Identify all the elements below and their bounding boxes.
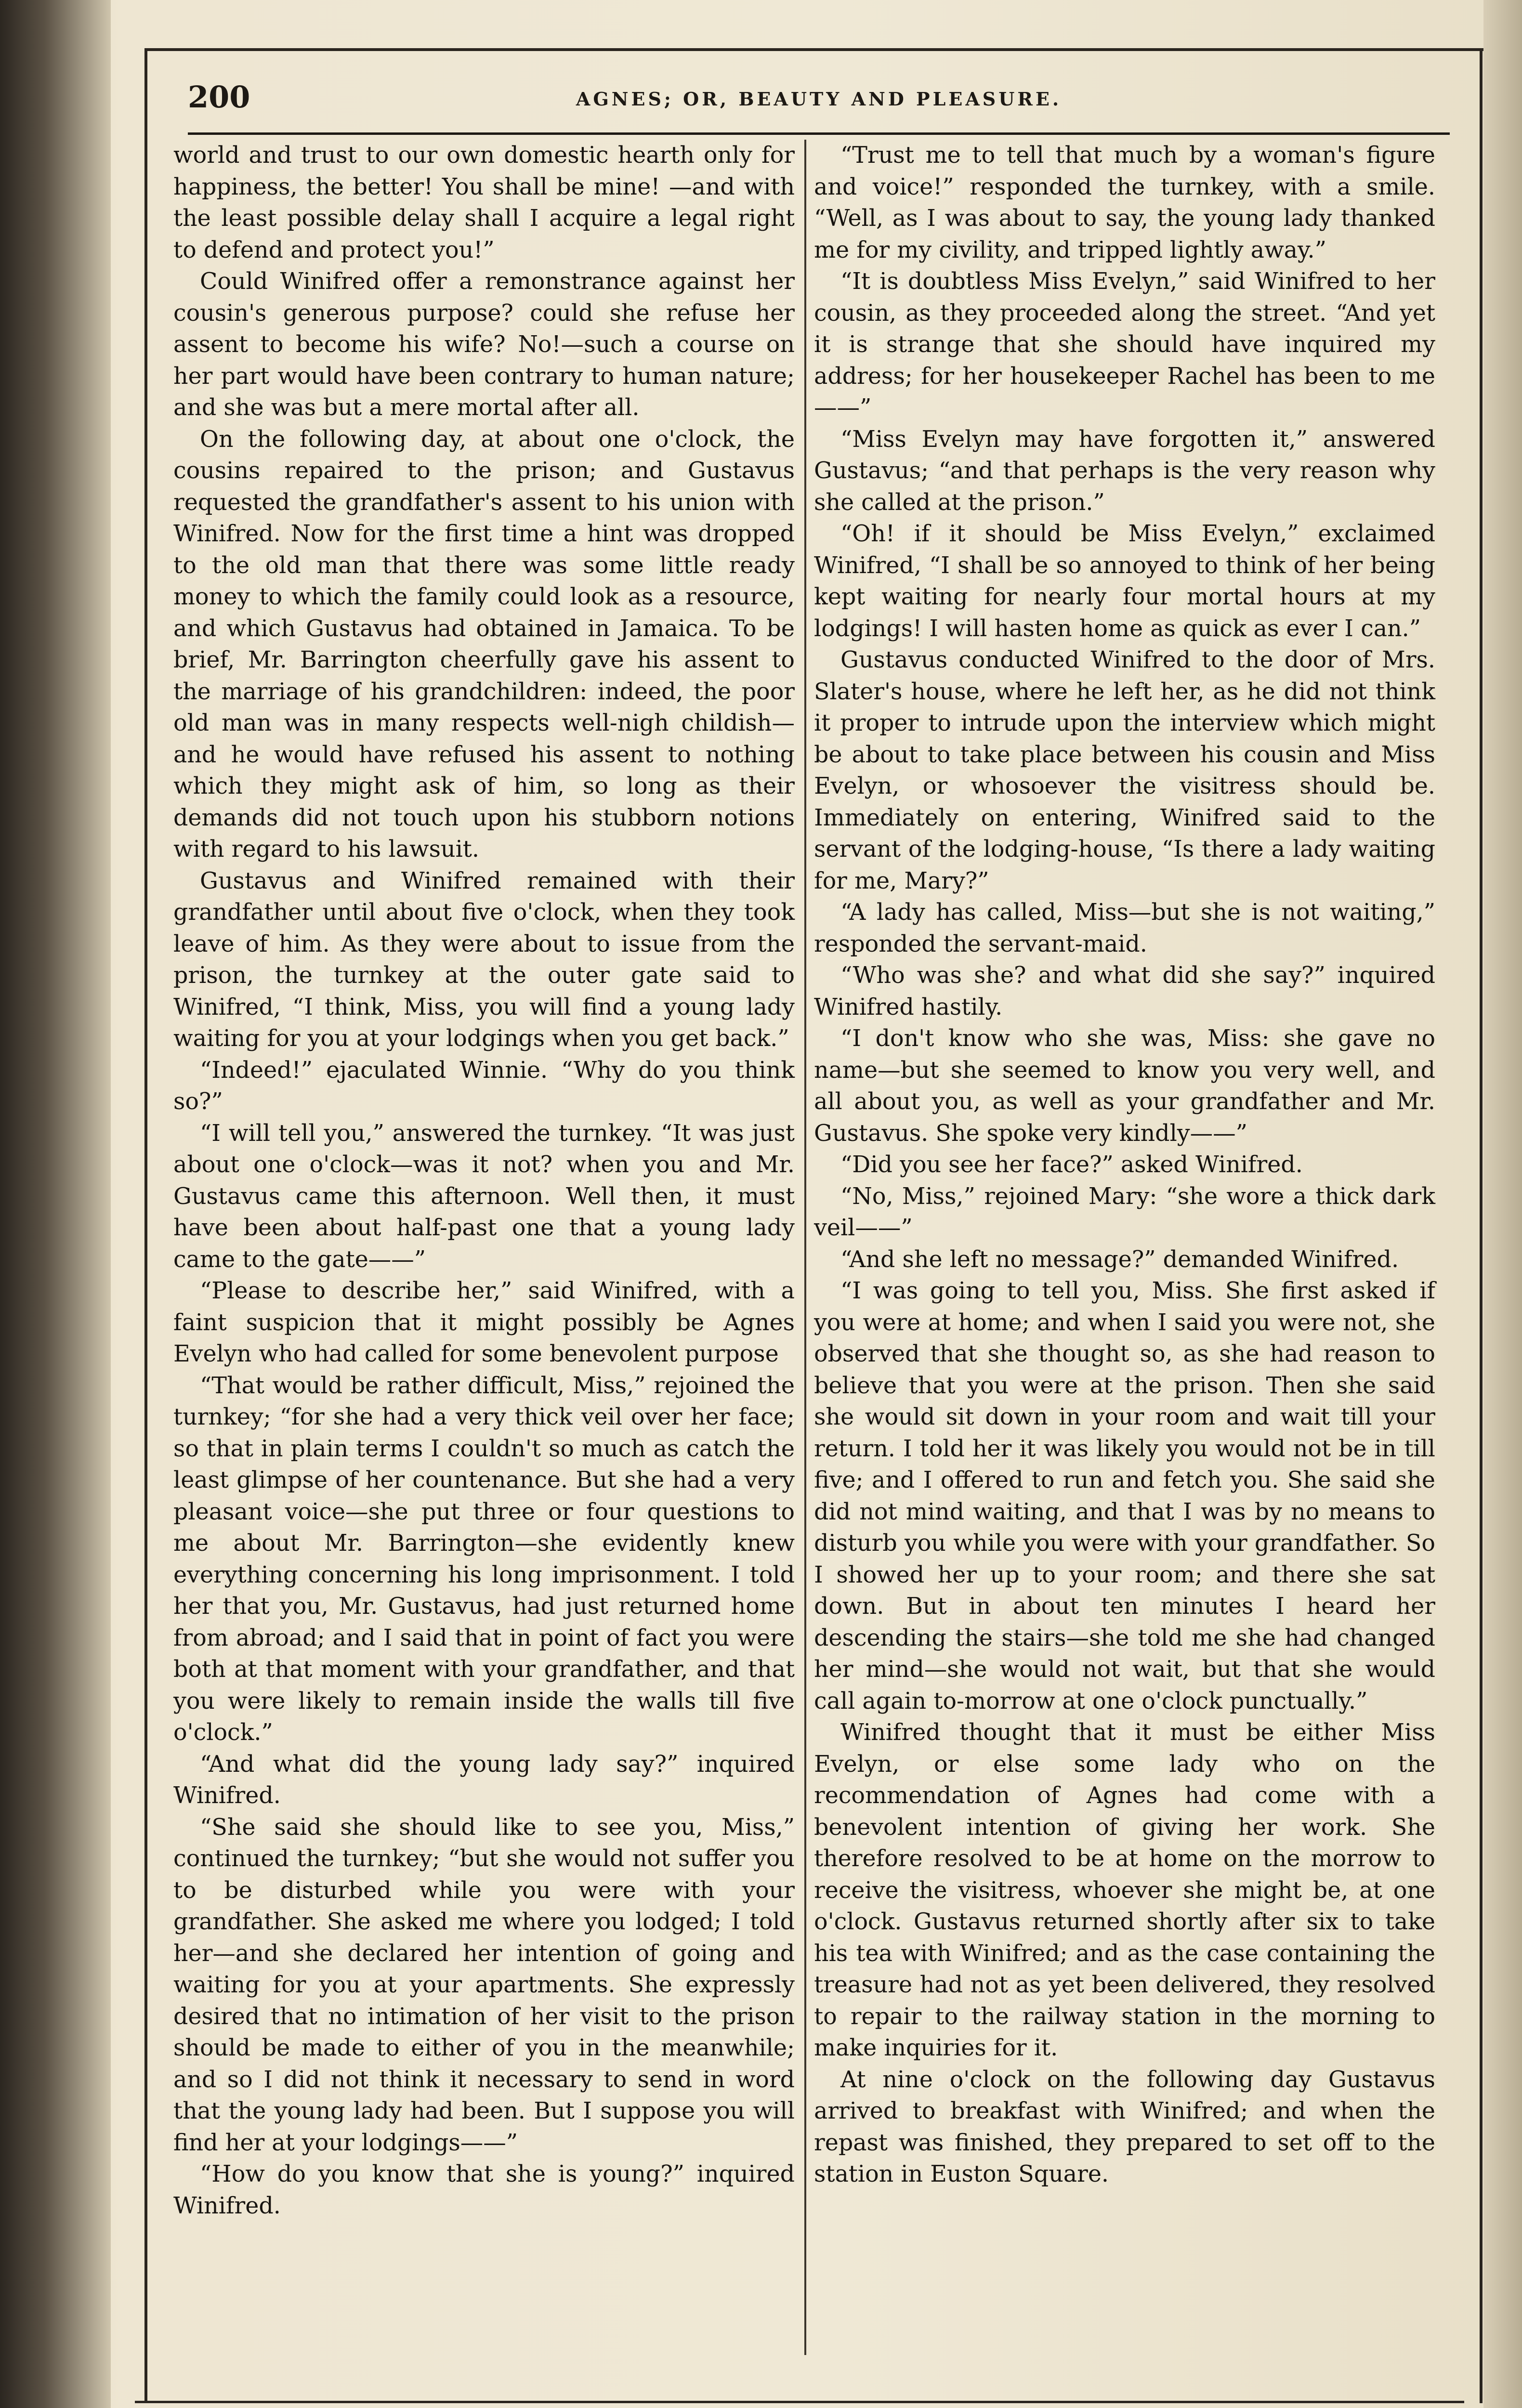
paragraph: “I will tell you,” answered the turnkey. “It was just about one o'clock—was it not? when you and Mr. Gustavus came this afternoon. Well then, it must have been about half-past one that a young lady came to the gate——” [173, 1120, 795, 1273]
page-header [188, 79, 1450, 135]
paragraph: “She said she should like to see you, Miss,” continued the turnkey; “but she would not suffer you to be disturbed while you were with your grandfather. She asked me where you lodged; I told her—and she declared her intention of going and waiting for you at your apartments. She expressly desired that no intimation of her visit to the prison should be made to either of you in the meanwhile; and so I did not think it necessary to send in word that the young lady had been. But I suppose you will find her at your lodgings——” [173, 1814, 795, 2156]
paragraph: “Did you see her face?” asked Winifred. [840, 1152, 1303, 1178]
running-title: AGNES; OR, BEAUTY AND PLEASURE. [576, 88, 1062, 110]
column-divider [804, 140, 806, 2355]
paragraph: “I don't know who she was, Miss: she gave no name—but she seemed to know you very well, and all about you, as well as your grandfather and Mr. Gustavus. She spoke very kindly——” [814, 1025, 1435, 1147]
frame-left-rule [144, 48, 147, 2403]
paragraph: Gustavus conducted Winifred to the door of Mrs. Slater's house, where he left her, as he did not think it proper to intrude upon the interview which might be about to take place between his cousin and Miss Evelyn, or whosoever the visitress should be. Immediately on entering, Winifred said to the servant of the lodging-house, “Is there a lady waiting for me, Mary?” [814, 647, 1435, 894]
paragraph: “It is doubtless Miss Evelyn,” said Winifred to her cousin, as they proceeded along the street. “And yet it is strange that she should have inquired my address; for her housekeeper Rachel has been to me——” [814, 268, 1435, 421]
paragraph: “Trust me to tell that much by a woman's figure and voice!” responded the turnkey, with a smile. “Well, as I was about to say, the young lady thanked me for my civility, and tripped lightly away.” [814, 142, 1435, 263]
book-gutter [0, 0, 111, 2408]
frame-right-rule [1480, 48, 1483, 2403]
paragraph: Could Winifred offer a remonstrance against her cousin's generous purpose? could she refuse her assent to become his wife? No!—such a course on her part would have been contrary to human nature; and she was but a mere mortal after all. [173, 268, 795, 421]
paragraph: At nine o'clock on the following day Gustavus arrived to breakfast with Winifred; and when the repast was finished, they prepared to set off to the station in Euston Square. [814, 2066, 1435, 2187]
paragraph: “Oh! if it should be Miss Evelyn,” exclaimed Winifred, “I shall be so annoyed to think of her being kept waiting for nearly four mortal hours at my lodgings! I will hasten home as quick as ever I can.” [814, 521, 1435, 642]
paragraph: “And what did the young lady say?” inquired Winifred. [173, 1751, 795, 1809]
page-number: 200 [188, 79, 250, 115]
footer-rule [135, 2401, 1464, 2403]
paragraph: Winifred thought that it must be either Miss Evelyn, or else some lady who on the recommendation of Agnes had come with a benevolent intention of giving her work. She therefore resolved to be at home on the morrow to receive the visitress, whoever she might be, at one o'clock. Gustavus returned shortly after six to take his tea with Winifred; and as the case containing the treasure had not as yet been delivered, they resolved to repair to the railway station in the morning to make inquiries for it. [814, 1719, 1435, 2061]
paragraph: “A lady has called, Miss—but she is not waiting,” responded the servant-maid. [814, 899, 1435, 957]
paragraph: world and trust to our own domestic hearth only for happiness, the better! You shall be mine! —and with the least possible delay shall I acquire a legal right to defend and protect you!” [173, 142, 795, 263]
paragraph: “No, Miss,” rejoined Mary: “she wore a thick dark veil——” [814, 1183, 1435, 1241]
paragraph: “Indeed!” ejaculated Winnie. “Why do you think so?” [173, 1057, 795, 1115]
left-text-column [173, 140, 795, 2222]
paragraph: Gustavus and Winifred remained with their grandfather until about five o'clock, when they took leave of him. As they were about to issue from the prison, the turnkey at the outer gate said to Winifred, “I think, Miss, you will find a young lady waiting for you at your lodgings when you get back.” [173, 867, 795, 1052]
paragraph: “And she left no message?” demanded Winifred. [840, 1246, 1399, 1273]
frame-top-rule [144, 48, 1483, 51]
paragraph: “I was going to tell you, Miss. She first asked if you were at home; and when I said you were not, she observed that she thought so, as she had reason to believe that you were at the prison. Then she said she would sit down in your room and wait till your return. I told her it was likely you would not be in till five; and I offered to run and fetch you. She said she did not mind waiting, and that I was by no means to disturb you while you were with your grandfather. So I showed her up to your room; and there she sat down. But in about ten minutes I heard her descending the stairs—she told me she had changed her mind—she would not wait, but that she would call again to-morrow at one o'clock punctually.” [814, 1278, 1435, 1714]
paragraph: “How do you know that she is young?” inquired Winifred. [173, 2161, 795, 2219]
paragraph: “That would be rather difficult, Miss,” rejoined the turnkey; “for she had a very thick veil over her face; so that in plain terms I couldn't so much as catch the least glimpse of her countenance. But she had a very pleasant voice—she put three or four questions to me about Mr. Barrington—she evidently knew everything concerning his long imprisonment. I told her that you, Mr. Gustavus, had just returned home from abroad; and I said that in point of fact you were both at that moment with your grandfather, and that you were likely to remain inside the walls till five o'clock.” [173, 1372, 795, 1746]
page-edge [1483, 0, 1522, 2408]
paragraph: “Please to describe her,” said Winifred, with a faint suspicion that it might possibly be Agnes Evelyn who had called for some benevolent purpose [173, 1278, 795, 1367]
paragraph: On the following day, at about one o'clock, the cousins repaired to the prison; and Gustavus requested the grandfather's assent to his union with Winifred. Now for the first time a hint was dropped to the old man that there was some little ready money to which the family could look as a resource, and which Gustavus had obtained in Jamaica. To be brief, Mr. Barrington cheerfully gave his assent to the marriage of his grandchildren: indeed, the poor old man was in many respects well-nigh childish—and he would have refused his assent to nothing which they might ask of him, so long as their demands did not touch upon his stubborn notions with regard to his lawsuit. [173, 426, 795, 863]
right-text-column [814, 140, 1435, 2190]
paragraph: “Miss Evelyn may have forgotten it,” answered Gustavus; “and that perhaps is the very reason why she called at the prison.” [814, 426, 1435, 516]
paragraph: “Who was she? and what did she say?” inquired Winifred hastily. [814, 962, 1435, 1021]
